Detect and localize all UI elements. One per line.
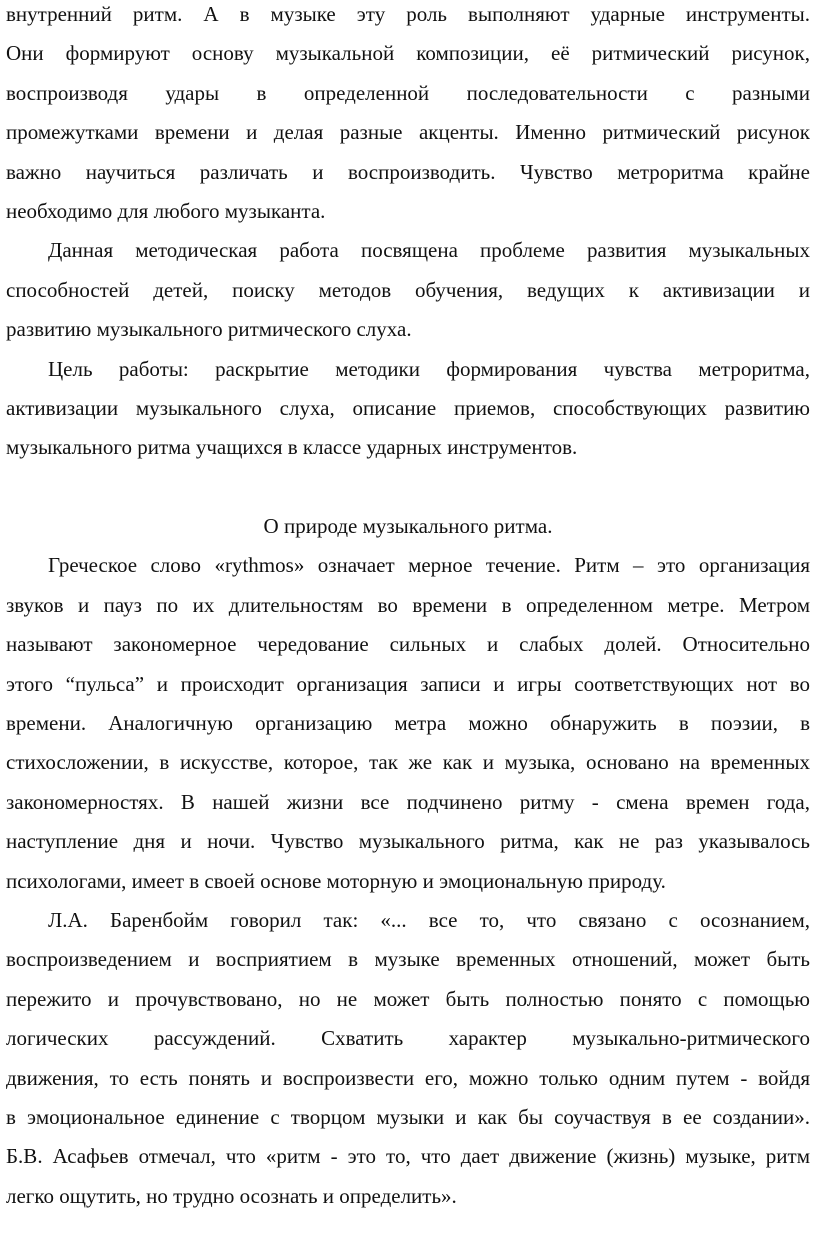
- section-heading: О природе музыкального ритма.: [263, 514, 553, 539]
- text-line: закономерностях. В нашей жизни все подчинено ритму - смена времен года,: [6, 789, 810, 814]
- text-line: звуков и пауз по их длительностям во времени в определенном метре. Метром: [6, 592, 810, 617]
- text-line: логических рассуждений. Схватить характер музыкально-ритмического: [6, 1026, 810, 1051]
- text-line: внутренний ритм. А в музыке эту роль выполняют ударные инструменты.: [6, 2, 810, 26]
- text-line: воспроизведением и восприятием в музыке временных отношений, может быть: [6, 947, 810, 972]
- text-line: Греческое слово «rythmos» означает мерное течение. Ритм – это организация: [48, 553, 810, 578]
- paragraph-2: [6, 231, 810, 349]
- text-line: наступление дня и ночи. Чувство музыкального ритма, как не раз указывалось: [6, 829, 810, 854]
- text-line: музыкального ритма учащихся в классе ударных инструментов.: [6, 435, 578, 460]
- text-line: психологами, имеет в своей основе моторную и эмоциональную природу.: [6, 868, 666, 893]
- text-line: стихосложении, в искусстве, которое, так же как и музыка, основано на временных: [6, 750, 810, 775]
- text-line: Цель работы: раскрытие методики формирования чувства метроритма,: [48, 356, 810, 381]
- text-line: времени. Аналогичную организацию метра можно обнаружить в поэзии, в: [6, 711, 810, 736]
- text-line: Данная методическая работа посвящена проблеме развития музыкальных: [48, 238, 810, 263]
- text-line: Л.А. Баренбойм говорил так: «... все то, что связано с осознанием,: [48, 907, 810, 932]
- text-line: важно научиться различать и воспроизводить. Чувство метроритма крайне: [6, 159, 810, 184]
- text-line: Б.В. Асафьев отмечал, что «ритм - это то, что дает движение (жизнь) музыке, ритм: [6, 1144, 810, 1169]
- text-line: воспроизводя удары в определенной последовательности с разными: [6, 80, 810, 105]
- text-line: активизации музыкального слуха, описание приемов, способствующих развитию: [6, 395, 810, 420]
- text-line: развитию музыкального ритмического слуха.: [6, 317, 412, 342]
- text-line: в эмоциональное единение с творцом музыки и как бы соучаствуя в ее создании».: [6, 1104, 810, 1129]
- paragraph-3: [6, 350, 810, 468]
- text-line: промежутками времени и делая разные акценты. Именно ритмический рисунок: [6, 120, 810, 145]
- text-line: легко ощутить, но трудно осознать и определить».: [6, 1183, 457, 1208]
- text-line: необходимо для любого музыканта.: [6, 198, 326, 223]
- blank-line: [6, 468, 810, 507]
- paragraph-5: [6, 901, 810, 1216]
- text-line: способностей детей, поиску методов обучения, ведущих к активизации и: [6, 277, 810, 302]
- paragraph-4: [6, 546, 810, 901]
- text-line: движения, то есть понять и воспроизвести его, можно только одним путем - войдя: [6, 1065, 810, 1090]
- text-line: пережито и прочувствовано, но не может быть полностью понято с помощью: [6, 986, 810, 1011]
- text-line: Они формируют основу музыкальной композиции, её ритмический рисунок,: [6, 41, 810, 66]
- text-line: этого “пульса” и происходит организация записи и игры соответствующих нот во: [6, 671, 810, 696]
- text-line: называют закономерное чередование сильных и слабых долей. Относительно: [6, 632, 810, 657]
- paragraph-1: [6, 0, 810, 231]
